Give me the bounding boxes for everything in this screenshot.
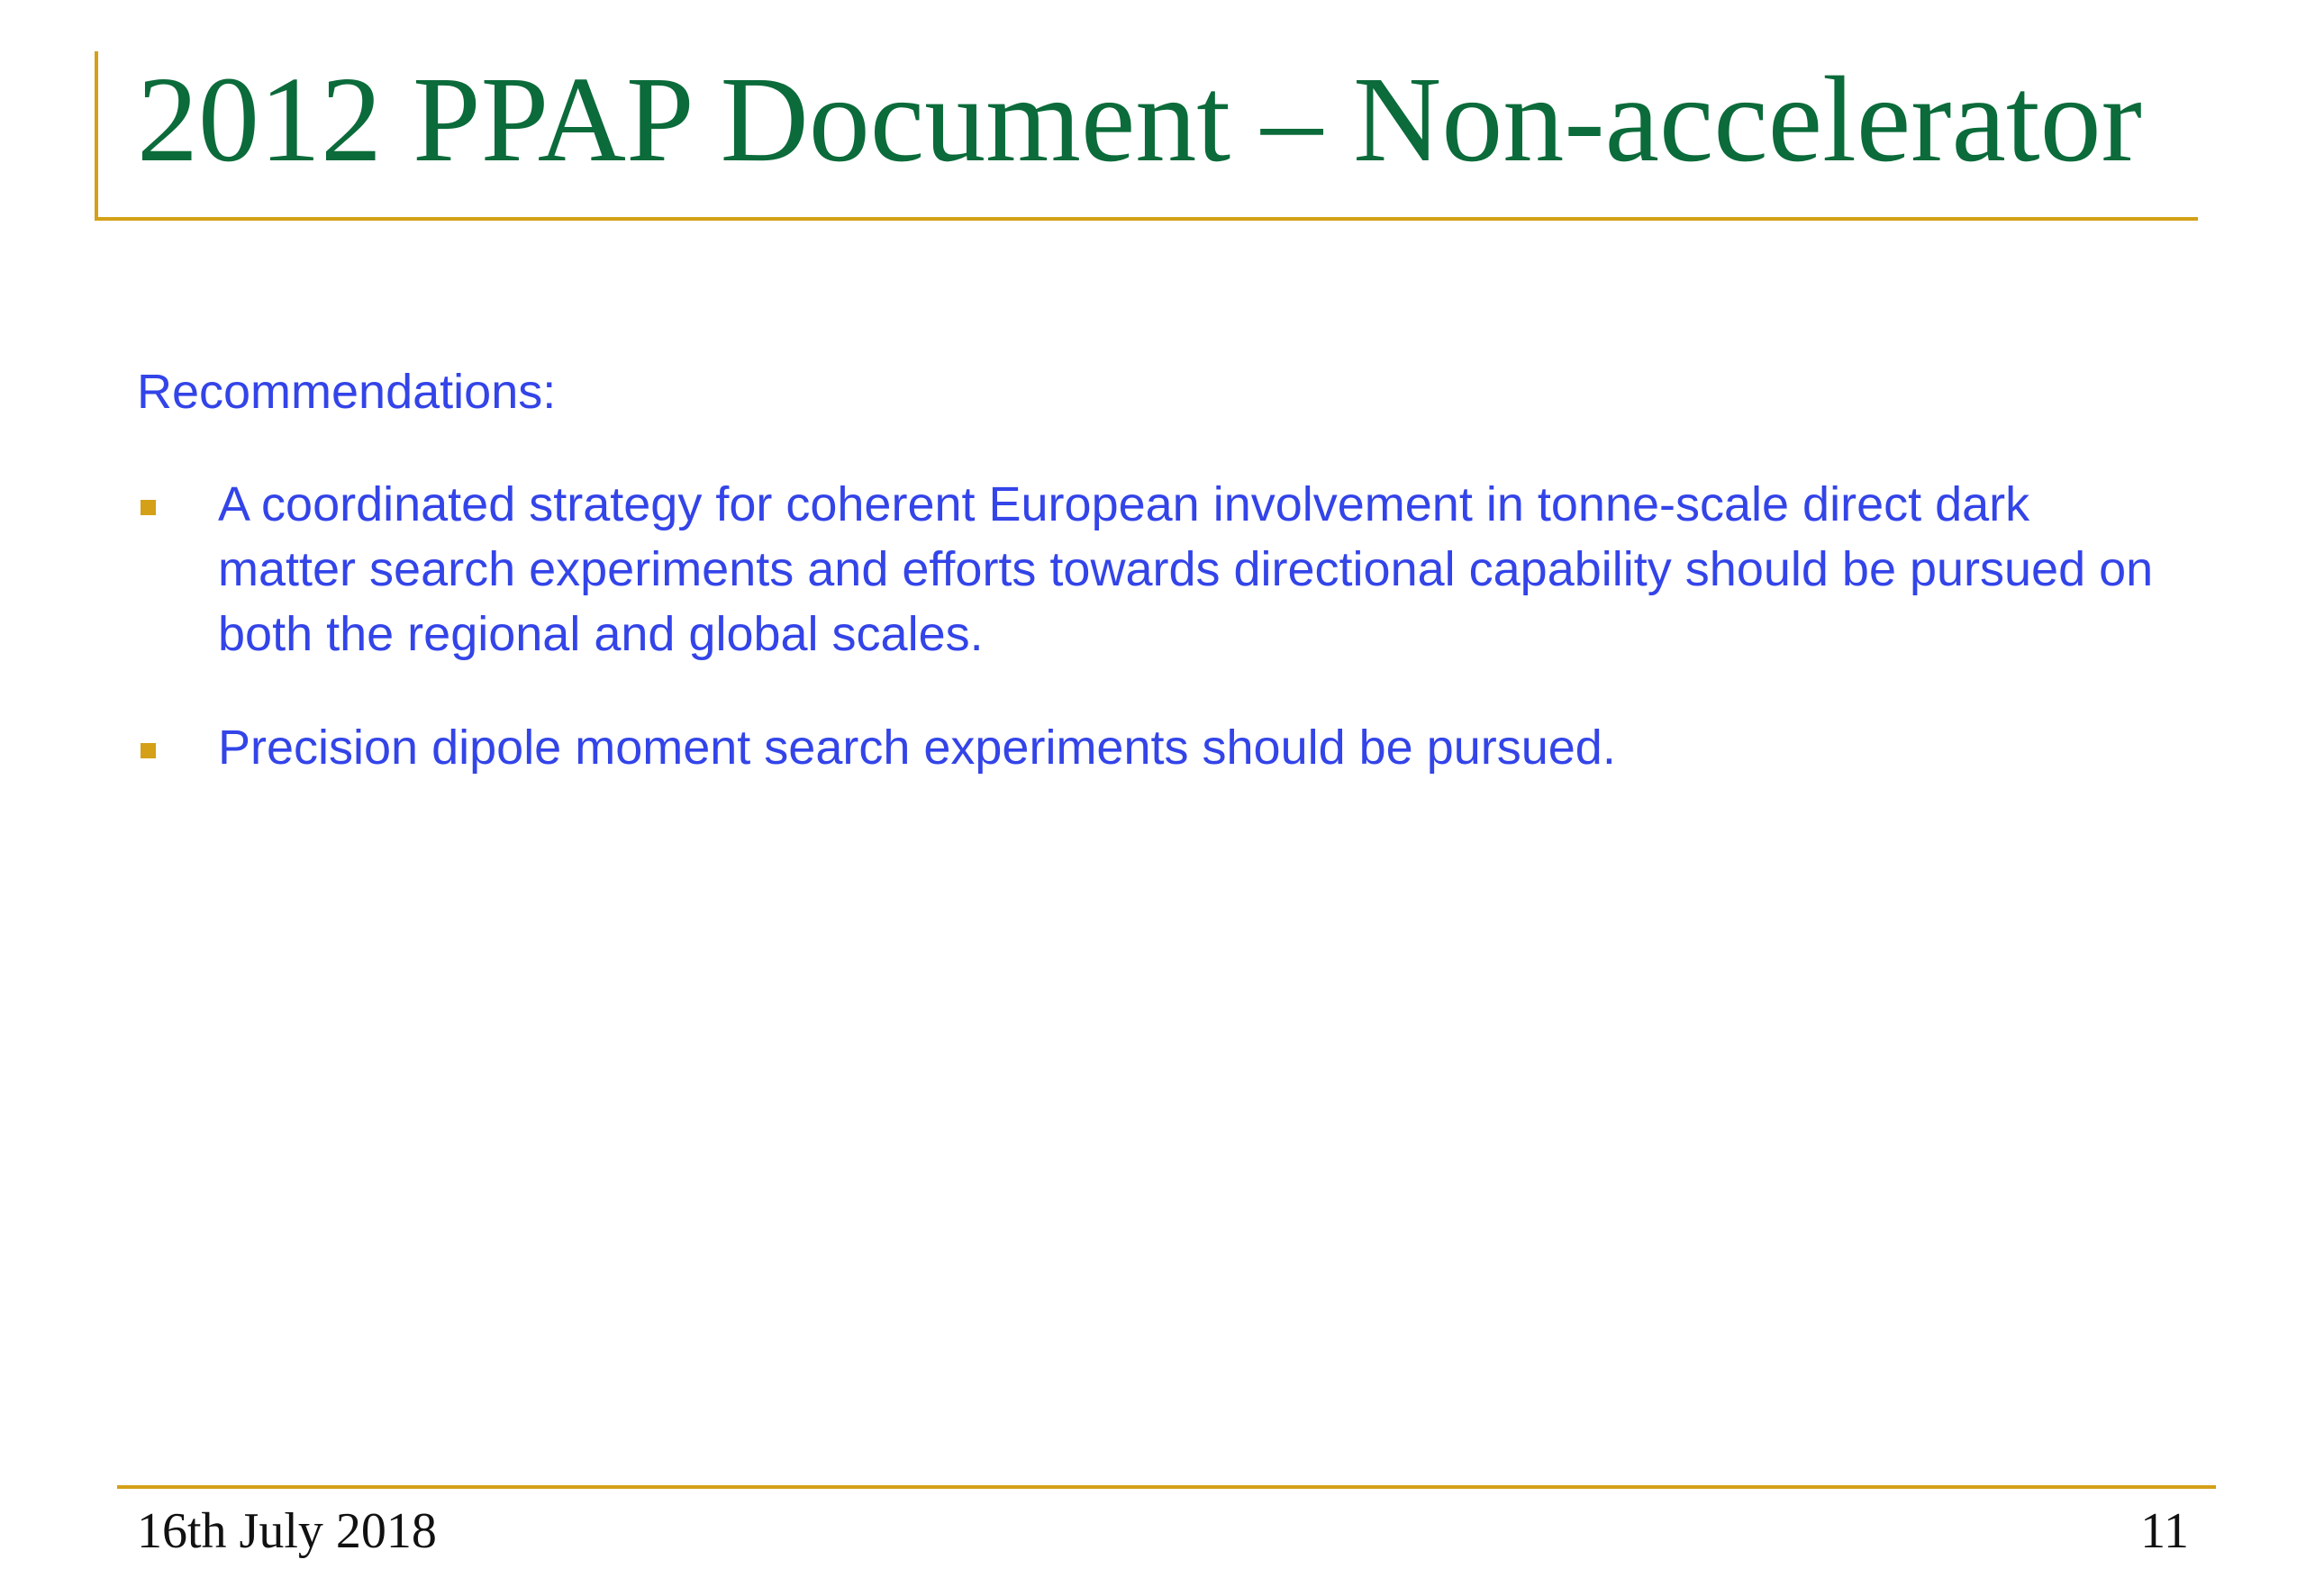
recommendations-heading: Recommendations:	[137, 365, 557, 419]
bullet-item	[137, 715, 2164, 780]
slide-title: 2012 PPAP Document – Non-accelerator	[137, 52, 2142, 187]
square-bullet-icon	[141, 500, 156, 515]
title-underline-rule	[95, 217, 2198, 221]
bullet-text: Precision dipole moment search experiments should be pursued.	[218, 721, 1616, 775]
page-number: 11	[2140, 1503, 2189, 1559]
title-accent-bar	[95, 51, 98, 221]
footer-date: 16th July 2018	[137, 1503, 437, 1559]
footer-rule	[117, 1485, 2216, 1489]
bullet-list	[137, 472, 2164, 780]
square-bullet-icon	[141, 743, 156, 758]
bullet-item	[137, 472, 2164, 667]
bullet-text: A coordinated strategy for coherent European involvement in tonne-scale direct dark matter search experiments and efforts towards directional capability should be pursued on both the regional and global scales.	[218, 477, 2154, 662]
slide-body	[137, 360, 2164, 829]
